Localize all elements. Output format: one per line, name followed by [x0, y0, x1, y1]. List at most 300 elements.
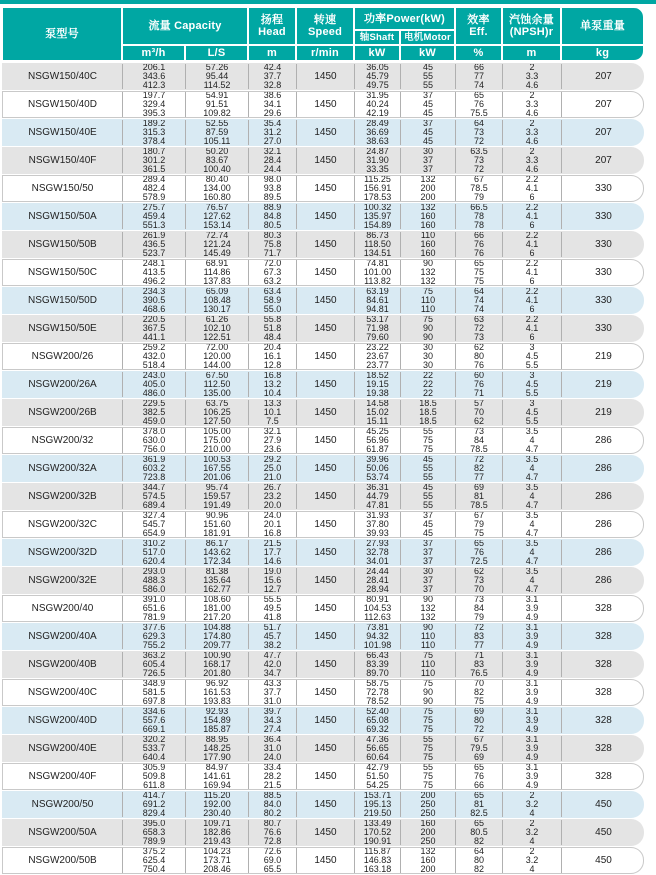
npsh-cell: 2 3.3 4.6 [503, 148, 562, 173]
shaft-power-cell: 86.73 118.50 134.51 [355, 232, 401, 257]
shaft-power-cell: 42.79 51.50 54.25 [355, 764, 401, 789]
motor-power-cell: 75 75 75 [401, 708, 456, 733]
shaft-power-cell: 115.25 156.91 178.53 [355, 176, 401, 201]
weight-cell: 330 [595, 210, 612, 222]
npsh-cell: 3 4.5 5.5 [503, 400, 562, 425]
pump-row-NSGW200/50B [2, 847, 644, 874]
capacity-ls-cell: 100.90 168.17 201.80 [186, 652, 249, 677]
motor-power-cell: 90 132 132 [401, 260, 456, 285]
npsh-cell: 3.5 4 4.7 [503, 512, 562, 537]
speed-cell: 1450 [297, 596, 355, 621]
head-cell: 47.7 42.0 34.7 [249, 652, 297, 677]
motor-power-cell: 30 37 37 [401, 148, 456, 173]
motor-power-cell: 22 22 22 [401, 372, 456, 397]
efficiency-cell: 66 76 76 [456, 232, 503, 257]
shaft-power-cell: 153.71 195.13 219.50 [355, 792, 401, 817]
capacity-m3h-cell: 391.0 651.6 781.9 [123, 596, 186, 621]
capacity-ls-cell: 50.20 83.67 100.40 [186, 148, 249, 173]
head-cell: 16.8 13.2 10.4 [249, 372, 297, 397]
weight-cell: 286 [595, 462, 612, 474]
head-cell: 80.3 75.8 71.7 [249, 232, 297, 257]
capacity-m3h-cell: 348.9 581.5 697.8 [123, 680, 186, 705]
header-head-cn: 扬程 [260, 14, 284, 26]
capacity-ls-cell: 54.91 91.51 109.82 [186, 92, 249, 117]
shaft-power-cell: 53.17 71.98 79.60 [355, 316, 401, 341]
efficiency-cell: 62 73 70 [456, 568, 503, 593]
pump-model-cell: NSGW200/40B [3, 652, 123, 677]
efficiency-cell: 65 75 75 [456, 260, 503, 285]
capacity-m3h-cell: 378.0 630.0 756.0 [123, 428, 186, 453]
efficiency-cell: 63 72 73 [456, 316, 503, 341]
top-accent-bar [0, 0, 656, 4]
capacity-m3h-cell: 361.9 603.2 723.8 [123, 456, 186, 481]
pump-row-NSGW150/50B [2, 231, 644, 258]
weight-cell: 330 [595, 322, 612, 334]
header-npsh-cn: 汽蚀余量 [509, 14, 554, 26]
npsh-cell: 3.1 3.9 4.9 [503, 736, 562, 761]
capacity-m3h-cell: 248.1 413.5 496.2 [123, 260, 186, 285]
motor-power-cell: 132 200 200 [401, 176, 456, 201]
pump-model-cell: NSGW150/40F [3, 148, 123, 173]
speed-cell: 1450 [297, 428, 355, 453]
pump-model-cell: NSGW150/50D [3, 288, 123, 313]
capacity-ls-cell: 81.38 135.64 162.77 [186, 568, 249, 593]
table-header [2, 7, 644, 61]
pump-row-NSGW200/32D [2, 539, 644, 566]
efficiency-cell: 70 82 75 [456, 680, 503, 705]
capacity-ls-cell: 96.92 161.53 193.83 [186, 680, 249, 705]
pump-row-NSGW200/50 [2, 791, 644, 818]
speed-cell: 1450 [297, 820, 355, 845]
weight-cell: 328 [595, 630, 612, 642]
pump-row-NSGW200/40C [2, 679, 644, 706]
speed-cell: 1450 [297, 540, 355, 565]
motor-power-cell: 200 250 250 [401, 792, 456, 817]
capacity-m3h-cell: 180.7 301.2 361.5 [123, 148, 186, 173]
shaft-power-cell: 45.25 56.96 61.87 [355, 428, 401, 453]
shaft-power-cell: 31.95 40.24 42.19 [355, 92, 401, 117]
weight-cell: 328 [595, 658, 612, 670]
weight-cell: 450 [595, 798, 612, 810]
weight-cell: 219 [595, 378, 612, 390]
weight-cell: 219 [595, 350, 612, 362]
pump-row-NSGW150/50 [2, 175, 644, 202]
pump-row-NSGW200/32C [2, 511, 644, 538]
table-body [2, 63, 644, 874]
efficiency-cell: 72 83 77 [456, 624, 503, 649]
header-capacity: 流量 Capacity [122, 7, 248, 45]
pump-model-cell: NSGW200/40D [3, 708, 123, 733]
capacity-m3h-cell: 261.9 436.5 523.7 [123, 232, 186, 257]
motor-power-cell: 37 37 37 [401, 540, 456, 565]
speed-cell: 1450 [297, 484, 355, 509]
pump-row-NSGW150/40C [2, 63, 644, 90]
pump-model-cell: NSGW200/50 [3, 792, 123, 817]
speed-cell: 1450 [297, 232, 355, 257]
pump-row-NSGW200/40 [2, 595, 644, 622]
capacity-ls-cell: 76.57 127.62 153.14 [186, 204, 249, 229]
efficiency-cell: 60 76 71 [456, 372, 503, 397]
capacity-ls-cell: 63.75 106.25 127.50 [186, 400, 249, 425]
speed-cell: 1450 [297, 120, 355, 145]
speed-cell: 1450 [297, 316, 355, 341]
weight-cell: 207 [595, 126, 612, 138]
weight-cell: 450 [595, 854, 612, 866]
capacity-m3h-cell: 395.0 658.3 789.9 [123, 820, 186, 845]
pump-model-cell: NSGW200/50B [3, 848, 123, 873]
efficiency-cell: 67 78.5 79 [456, 176, 503, 201]
efficiency-cell: 65 80.5 82 [456, 820, 503, 845]
motor-power-cell: 90 110 110 [401, 624, 456, 649]
head-cell: 21.5 17.7 14.6 [249, 540, 297, 565]
npsh-cell: 2 3.3 4.6 [503, 64, 562, 89]
capacity-ls-cell: 100.53 167.55 201.06 [186, 456, 249, 481]
speed-cell: 1450 [297, 764, 355, 789]
head-cell: 72.6 69.0 65.5 [249, 848, 297, 873]
head-cell: 39.7 34.3 27.4 [249, 708, 297, 733]
pump-row-NSGW200/40B [2, 651, 644, 678]
npsh-cell: 2.2 4.1 6 [503, 176, 562, 201]
speed-cell: 1450 [297, 372, 355, 397]
shaft-power-cell: 31.93 37.80 39.93 [355, 512, 401, 537]
speed-cell: 1450 [297, 344, 355, 369]
motor-power-cell: 37 45 45 [401, 512, 456, 537]
pump-row-NSGW150/50D [2, 287, 644, 314]
speed-cell: 1450 [297, 204, 355, 229]
head-cell: 51.7 45.7 38.2 [249, 624, 297, 649]
speed-cell: 1450 [297, 512, 355, 537]
efficiency-cell: 65 76 75.5 [456, 92, 503, 117]
pump-model-cell: NSGW200/40C [3, 680, 123, 705]
efficiency-cell: 63.5 73 72 [456, 148, 503, 173]
weight-cell: 286 [595, 490, 612, 502]
pump-model-cell: NSGW150/40D [3, 92, 123, 117]
pump-row-NSGW200/40F [2, 763, 644, 790]
capacity-m3h-cell: 327.4 545.7 654.9 [123, 512, 186, 537]
npsh-cell: 3.5 4 4.7 [503, 484, 562, 509]
weight-cell: 328 [595, 742, 612, 754]
pump-model-cell: NSGW200/26B [3, 400, 123, 425]
head-cell: 98.0 93.8 89.5 [249, 176, 297, 201]
pump-row-NSGW150/40D [2, 91, 644, 118]
motor-power-cell: 110 160 160 [401, 232, 456, 257]
header-eff-cn: 效率 [467, 14, 490, 26]
capacity-ls-cell: 52.55 87.59 105.11 [186, 120, 249, 145]
capacity-ls-cell: 86.17 143.62 172.34 [186, 540, 249, 565]
head-cell: 38.6 34.1 29.6 [249, 92, 297, 117]
motor-power-cell: 55 75 75 [401, 764, 456, 789]
motor-power-cell: 132 160 200 [401, 848, 456, 873]
head-cell: 55.8 51.8 48.4 [249, 316, 297, 341]
head-cell: 80.7 76.6 72.8 [249, 820, 297, 845]
weight-cell: 330 [595, 238, 612, 250]
capacity-m3h-cell: 293.0 488.3 586.0 [123, 568, 186, 593]
weight-cell: 207 [595, 70, 612, 82]
unit-m3h: m³/h [122, 45, 185, 61]
efficiency-cell: 57 70 62 [456, 400, 503, 425]
shaft-power-cell: 115.87 146.83 163.18 [355, 848, 401, 873]
efficiency-cell: 64 74 74 [456, 288, 503, 313]
unit-rpm: r/min [296, 45, 354, 61]
head-cell: 32.1 28.4 24.4 [249, 148, 297, 173]
npsh-cell: 2.2 4.1 6 [503, 204, 562, 229]
capacity-ls-cell: 115.20 192.00 230.40 [186, 792, 249, 817]
shaft-power-cell: 14.58 15.02 15.11 [355, 400, 401, 425]
pump-model-cell: NSGW200/40E [3, 736, 123, 761]
capacity-m3h-cell: 334.6 557.6 669.1 [123, 708, 186, 733]
shaft-power-cell: 63.19 84.61 94.81 [355, 288, 401, 313]
npsh-cell: 2.2 4.1 6 [503, 232, 562, 257]
weight-cell: 330 [595, 182, 612, 194]
efficiency-cell: 65 76 72.5 [456, 540, 503, 565]
pump-model-cell: NSGW200/32E [3, 568, 123, 593]
efficiency-cell: 67 79.5 69 [456, 736, 503, 761]
speed-cell: 1450 [297, 400, 355, 425]
weight-cell: 328 [595, 602, 612, 614]
npsh-cell: 3.5 4 4.7 [503, 568, 562, 593]
pump-row-NSGW200/32A [2, 455, 644, 482]
pump-row-NSGW200/32E [2, 567, 644, 594]
efficiency-cell: 64 80 82 [456, 848, 503, 873]
weight-cell: 450 [595, 826, 612, 838]
efficiency-cell: 69 80 72 [456, 708, 503, 733]
speed-cell: 1450 [297, 288, 355, 313]
speed-cell: 1450 [297, 176, 355, 201]
capacity-m3h-cell: 310.2 517.0 620.4 [123, 540, 186, 565]
unit-kg: kg [561, 45, 644, 61]
npsh-cell: 2 3.3 4.6 [503, 120, 562, 145]
capacity-ls-cell: 65.09 108.48 130.17 [186, 288, 249, 313]
shaft-power-cell: 133.49 170.52 190.91 [355, 820, 401, 845]
pump-row-NSGW200/26B [2, 399, 644, 426]
npsh-cell: 2.2 4.1 6 [503, 316, 562, 341]
header-head [248, 7, 296, 45]
motor-power-cell: 30 37 37 [401, 568, 456, 593]
efficiency-cell: 67 79 75 [456, 512, 503, 537]
speed-cell: 1450 [297, 680, 355, 705]
capacity-ls-cell: 61.26 102.10 122.51 [186, 316, 249, 341]
header-speed-en: Speed [307, 26, 342, 38]
npsh-cell: 2.2 4.1 6 [503, 260, 562, 285]
capacity-ls-cell: 80.40 134.00 160.80 [186, 176, 249, 201]
pump-row-NSGW150/50C [2, 259, 644, 286]
head-cell: 63.4 58.9 55.0 [249, 288, 297, 313]
motor-power-cell: 18.5 18.5 18.5 [401, 400, 456, 425]
capacity-ls-cell: 84.97 141.61 169.94 [186, 764, 249, 789]
head-cell: 13.3 10.1 7.5 [249, 400, 297, 425]
shaft-power-cell: 28.49 36.69 38.63 [355, 120, 401, 145]
npsh-cell: 3.5 4 4.7 [503, 456, 562, 481]
npsh-cell: 2 3.2 4 [503, 820, 562, 845]
head-cell: 20.4 16.1 12.8 [249, 344, 297, 369]
efficiency-cell: 66 77 74 [456, 64, 503, 89]
pump-model-cell: NSGW150/40E [3, 120, 123, 145]
motor-power-cell: 45 55 55 [401, 484, 456, 509]
efficiency-cell: 65 76 66 [456, 764, 503, 789]
efficiency-cell: 66.5 78 78 [456, 204, 503, 229]
capacity-m3h-cell: 197.7 329.4 395.3 [123, 92, 186, 117]
pump-row-NSGW150/50E [2, 315, 644, 342]
pump-row-NSGW200/26A [2, 371, 644, 398]
speed-cell: 1450 [297, 624, 355, 649]
head-cell: 42.4 37.7 32.8 [249, 64, 297, 89]
head-cell: 36.4 31.0 24.0 [249, 736, 297, 761]
motor-power-cell: 75 110 110 [401, 652, 456, 677]
header-eff-en: Eff. [469, 26, 488, 38]
capacity-m3h-cell: 206.1 343.6 412.3 [123, 64, 186, 89]
pump-model-cell: NSGW200/32A [3, 456, 123, 481]
capacity-m3h-cell: 363.2 605.4 726.5 [123, 652, 186, 677]
speed-cell: 1450 [297, 736, 355, 761]
capacity-ls-cell: 67.50 112.50 135.00 [186, 372, 249, 397]
motor-power-cell: 45 55 55 [401, 456, 456, 481]
pump-model-cell: NSGW200/32 [3, 428, 123, 453]
efficiency-cell: 65 81 82.5 [456, 792, 503, 817]
speed-cell: 1450 [297, 568, 355, 593]
npsh-cell: 2 3.2 4 [503, 792, 562, 817]
efficiency-cell: 73 84 78.5 [456, 428, 503, 453]
speed-cell: 1450 [297, 708, 355, 733]
efficiency-cell: 73 84 79 [456, 596, 503, 621]
npsh-cell: 3.5 4 4.7 [503, 428, 562, 453]
shaft-power-cell: 24.87 31.90 33.35 [355, 148, 401, 173]
unit-head-m: m [248, 45, 296, 61]
pump-row-NSGW200/40A [2, 623, 644, 650]
motor-power-cell: 55 75 75 [401, 736, 456, 761]
capacity-ls-cell: 105.00 175.00 210.00 [186, 428, 249, 453]
weight-cell: 286 [595, 574, 612, 586]
pump-spec-table [2, 7, 644, 875]
capacity-m3h-cell: 320.2 533.7 640.4 [123, 736, 186, 761]
shaft-power-cell: 39.96 50.06 53.74 [355, 456, 401, 481]
header-speed-cn: 转速 [313, 14, 337, 26]
npsh-cell: 3.1 3.9 4.9 [503, 652, 562, 677]
header-pump-weight: 单泵重量 [561, 7, 644, 45]
speed-cell: 1450 [297, 792, 355, 817]
capacity-ls-cell: 92.93 154.89 185.87 [186, 708, 249, 733]
pump-model-cell: NSGW200/32C [3, 512, 123, 537]
npsh-cell: 3.1 3.9 4.9 [503, 624, 562, 649]
pump-model-cell: NSGW200/40F [3, 764, 123, 789]
weight-cell: 328 [595, 686, 612, 698]
unit-npsh-m: m [502, 45, 561, 61]
capacity-ls-cell: 72.00 120.00 144.00 [186, 344, 249, 369]
npsh-cell: 2 3.2 4 [503, 848, 562, 873]
shaft-power-cell: 23.22 23.67 23.77 [355, 344, 401, 369]
head-cell: 32.1 27.9 23.6 [249, 428, 297, 453]
pump-model-cell: NSGW150/40C [3, 64, 123, 89]
unit-shaft-kw: kW [354, 45, 400, 61]
efficiency-cell: 64 73 72 [456, 120, 503, 145]
pump-model-cell: NSGW150/50B [3, 232, 123, 257]
pump-row-NSGW200/40E [2, 735, 644, 762]
pump-model-cell: NSGW200/50A [3, 820, 123, 845]
motor-power-cell: 30 30 30 [401, 344, 456, 369]
shaft-power-cell: 36.31 44.79 47.81 [355, 484, 401, 509]
pump-row-NSGW150/50A [2, 203, 644, 230]
shaft-power-cell: 100.32 135.97 154.89 [355, 204, 401, 229]
motor-power-cell: 132 160 160 [401, 204, 456, 229]
efficiency-cell: 62 80 76 [456, 344, 503, 369]
shaft-power-cell: 36.05 45.79 49.75 [355, 64, 401, 89]
head-cell: 33.4 28.2 21.5 [249, 764, 297, 789]
shaft-power-cell: 18.52 19.15 19.38 [355, 372, 401, 397]
npsh-cell: 3.1 3.9 4.9 [503, 764, 562, 789]
capacity-ls-cell: 88.95 148.25 177.90 [186, 736, 249, 761]
capacity-ls-cell: 109.71 182.86 219.43 [186, 820, 249, 845]
motor-power-cell: 75 110 110 [401, 288, 456, 313]
shaft-power-cell: 58.75 72.78 78.52 [355, 680, 401, 705]
capacity-m3h-cell: 275.7 459.4 551.3 [123, 204, 186, 229]
motor-power-cell: 55 75 75 [401, 428, 456, 453]
pump-row-NSGW200/40D [2, 707, 644, 734]
speed-cell: 1450 [297, 260, 355, 285]
capacity-ls-cell: 68.91 114.86 137.83 [186, 260, 249, 285]
npsh-cell: 3 4.5 5.5 [503, 344, 562, 369]
shaft-power-cell: 47.36 56.65 60.64 [355, 736, 401, 761]
capacity-m3h-cell: 375.2 625.4 750.4 [123, 848, 186, 873]
weight-cell: 207 [595, 98, 612, 110]
pump-model-cell: NSGW150/50A [3, 204, 123, 229]
weight-cell: 330 [595, 294, 612, 306]
npsh-cell: 3.1 3.9 4.9 [503, 708, 562, 733]
head-cell: 29.2 25.0 21.0 [249, 456, 297, 481]
header-head-en: Head [258, 26, 286, 38]
capacity-m3h-cell: 189.2 315.3 378.4 [123, 120, 186, 145]
header-pump-model: 泵型号 [2, 7, 122, 61]
shaft-power-cell: 24.44 28.41 28.94 [355, 568, 401, 593]
motor-power-cell: 75 90 90 [401, 680, 456, 705]
capacity-m3h-cell: 305.9 509.8 611.8 [123, 764, 186, 789]
capacity-ls-cell: 72.74 121.24 145.49 [186, 232, 249, 257]
capacity-m3h-cell: 414.7 691.2 829.4 [123, 792, 186, 817]
shaft-power-cell: 80.91 104.53 112.63 [355, 596, 401, 621]
motor-power-cell: 160 200 250 [401, 820, 456, 845]
head-cell: 88.5 84.0 80.2 [249, 792, 297, 817]
weight-cell: 330 [595, 266, 612, 278]
capacity-ls-cell: 104.23 173.71 208.46 [186, 848, 249, 873]
motor-power-cell: 37 45 45 [401, 92, 456, 117]
capacity-m3h-cell: 243.0 405.0 486.0 [123, 372, 186, 397]
capacity-m3h-cell: 220.5 367.5 441.1 [123, 316, 186, 341]
header-speed [296, 7, 354, 45]
speed-cell: 1450 [297, 64, 355, 89]
header-npsh-en: (NPSH)r [509, 26, 554, 38]
weight-cell: 286 [595, 518, 612, 530]
speed-cell: 1450 [297, 848, 355, 873]
unit-ls: L/S [185, 45, 248, 61]
shaft-power-cell: 52.40 65.08 69.32 [355, 708, 401, 733]
head-cell: 43.3 37.7 31.0 [249, 680, 297, 705]
shaft-power-cell: 74.81 101.00 113.82 [355, 260, 401, 285]
header-shaft-power: 轴Shaft [354, 30, 400, 45]
pump-row-NSGW150/40E [2, 119, 644, 146]
weight-cell: 328 [595, 770, 612, 782]
speed-cell: 1450 [297, 456, 355, 481]
npsh-cell: 3.1 3.9 4.9 [503, 596, 562, 621]
motor-power-cell: 37 45 45 [401, 120, 456, 145]
pump-model-cell: NSGW200/40 [3, 596, 123, 621]
capacity-m3h-cell: 229.5 382.5 459.0 [123, 400, 186, 425]
head-cell: 88.9 84.8 80.5 [249, 204, 297, 229]
npsh-cell: 2 3.3 4.6 [503, 92, 562, 117]
pump-model-cell: NSGW150/50E [3, 316, 123, 341]
header-npsh [502, 7, 561, 45]
capacity-m3h-cell: 234.3 390.5 468.6 [123, 288, 186, 313]
head-cell: 35.4 31.2 27.0 [249, 120, 297, 145]
capacity-ls-cell: 104.88 174.80 209.77 [186, 624, 249, 649]
capacity-ls-cell: 57.26 95.44 114.52 [186, 64, 249, 89]
